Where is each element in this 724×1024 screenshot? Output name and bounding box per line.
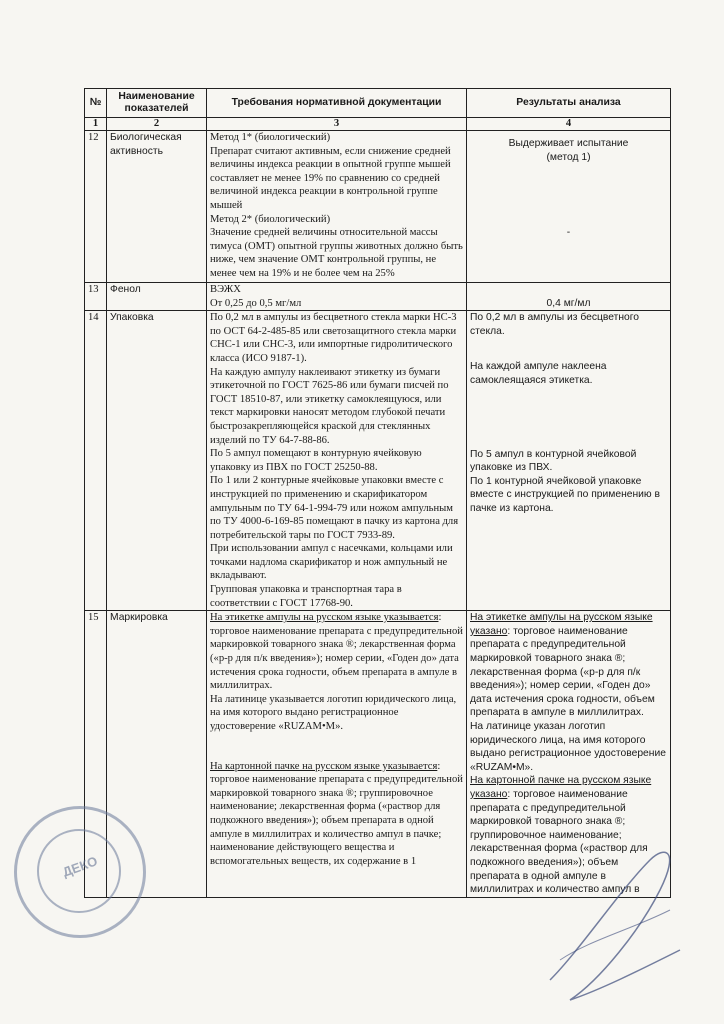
table-row [85, 311, 671, 611]
req-text: От 0,25 до 0,5 мг/мл [210, 297, 302, 309]
res-subheading: На картонной пачке на русском языке указано [470, 775, 652, 800]
res-text: На латинице указан логотип юридического лица, на имя которого выдано регистрационное удостоверение «RUZAM•M». [470, 721, 666, 773]
req-text: ВЭЖХ [210, 284, 241, 295]
res-text: По 1 контурной ячейковой упаковке вместе с инструкцией по применению в пачке из картона. [470, 475, 660, 514]
req-text: При использовании ампул с насечками, кольцами или точками надлома скарификатор и нож ампульный не вкладывают. [210, 543, 453, 582]
row-requirements [207, 311, 467, 611]
header-no: № [85, 89, 107, 118]
company-stamp [14, 806, 146, 938]
col-number: 4 [467, 118, 671, 131]
signature-image [540, 830, 690, 1010]
row-number: 13 [85, 283, 107, 311]
table-header-row [85, 89, 671, 118]
res-text: : торговое наименование препарата с предупредительной маркировкой товарного знака ®; группировочное наименование; лекарственная форма («раствор для подкожного введения»); объем препарата в одной ампуле в миллилитрах и количество ампул в [470, 788, 648, 896]
col-number: 2 [107, 118, 207, 131]
header-results: Результаты анализа [467, 89, 671, 118]
req-text: Метод 2* (биологический) [210, 213, 331, 225]
row-name: Биологическая активность [107, 131, 207, 283]
req-text: Групповая упаковка и транспортная тара в соответствии с ГОСТ 17768-90. [210, 584, 402, 609]
res-text: : торговое наименование препарата с предупредительной маркировкой товарного знака ®; лекарственная форма («р-р для п/к введения»); номер серии, «Годен до» дата истечения срока годности, объем препарата в ампуле в миллилитрах. [470, 625, 655, 719]
row-requirements [207, 611, 467, 897]
req-subheading: На этикетке ампулы на русском языке указывается [210, 612, 439, 624]
row-number: 15 [85, 611, 107, 897]
row-results [467, 131, 671, 283]
req-subheading: На картонной пачке на русском языке указывается [210, 760, 438, 772]
table-row [85, 131, 671, 283]
header-requirements: Требования нормативной документации [207, 89, 467, 118]
res-text: По 5 ампул в контурной ячейковой упаковке из ПВХ. [470, 448, 637, 474]
document-page [84, 88, 670, 898]
column-number-row [85, 118, 671, 131]
req-text: На латинице указывается логотип юридического лица, на имя которого выдано регистрационное удостоверение «RUZAM•M». [210, 693, 457, 732]
req-text: Метод 1* (биологический) [210, 132, 331, 143]
analysis-table [84, 88, 671, 898]
res-subheading: На этикетке ампулы на русском языке указано [470, 612, 653, 637]
req-text: На каждую ампулу наклеивают этикетку из бумаги этикеточной по ГОСТ 7625-86 или бумаги писчей по ГОСТ 18510-87, или этикетку самоклеящуюся, или текст маркировки наносят методом глубокой печати быстрозакрепляющейся краской для стеклянных изделий по ТУ 64-7-88-86. [210, 366, 449, 446]
row-results: 0,4 мг/мл [467, 283, 671, 311]
res-text: На каждой ампуле наклеена самоклеящаяся этикетка. [470, 361, 607, 386]
row-requirements [207, 131, 467, 283]
req-text: : торговое наименование препарата с предупредительной маркировкой товарного знака ®; группировочное наименование; лекарственная форма («раствор для подкожного введения»); объем препарата в одной ампуле в миллилитрах и количество ампул в пачке; наименование действующего вещества и вспомогательных веществ, их содержание в 1 [210, 760, 463, 867]
table-row [85, 283, 671, 311]
row-results [467, 311, 671, 611]
row-number: 12 [85, 131, 107, 283]
req-text: По 0,2 мл в ампулы из бесцветного стекла марки НС-3 по ОСТ 64-2-485-85 или светозащитного стекла марки СНС-1 или СНС-3, или импортные гидролитического класса (ИСО 9187-1). [210, 312, 457, 364]
header-name: Наименование показателей [107, 89, 207, 118]
req-text: Препарат считают активным, если снижение средней величины индекса реакции в опытной группе мышей составляет не менее 19% по сравнению со средней величиной индекса реакции в контрольной группе мышей [210, 145, 451, 211]
row-name: Упаковка [107, 311, 207, 611]
res-text: - [566, 227, 571, 239]
row-name: Фенол [107, 283, 207, 311]
row-number: 14 [85, 311, 107, 611]
req-text: : торговое наименование препарата с предупредительной маркировкой товарного знака ®; лекарственная форма («р-р для п/к введения»); номер серии, «Годен до» дата истечения срока годности, объем препарата в ампуле в миллилитрах. [210, 612, 463, 692]
row-requirements [207, 283, 467, 311]
stamp-text: ДЕКО [60, 853, 100, 880]
row-name: Маркировка [107, 611, 207, 897]
req-text: Значение средней величины относительной массы тимуса (ОМТ) опытной группы животных должно быть ниже, чем значение ОМТ контрольной группы, не менее чем на 19% и не более чем на 25% [210, 227, 463, 279]
req-text: По 1 или 2 контурные ячейковые упаковки вместе с инструкцией по применению и скарификатором ампульным по ТУ 64-1-994-79 или ножом ампульным по ТУ 4000-6-169-85 помещают в пачку из картона для потребительской тары по ГОСТ 7933-89. [210, 475, 459, 541]
req-text: По 5 ампул помещают в контурную ячейковую упаковку из ПВХ по ГОСТ 25250-88. [210, 448, 422, 473]
res-text: Выдерживает испытание [508, 138, 629, 149]
col-number: 1 [85, 118, 107, 131]
col-number: 3 [207, 118, 467, 131]
res-text: По 0,2 мл в ампулы из бесцветного стекла. [470, 312, 640, 337]
res-text: (метод 1) [546, 151, 591, 163]
